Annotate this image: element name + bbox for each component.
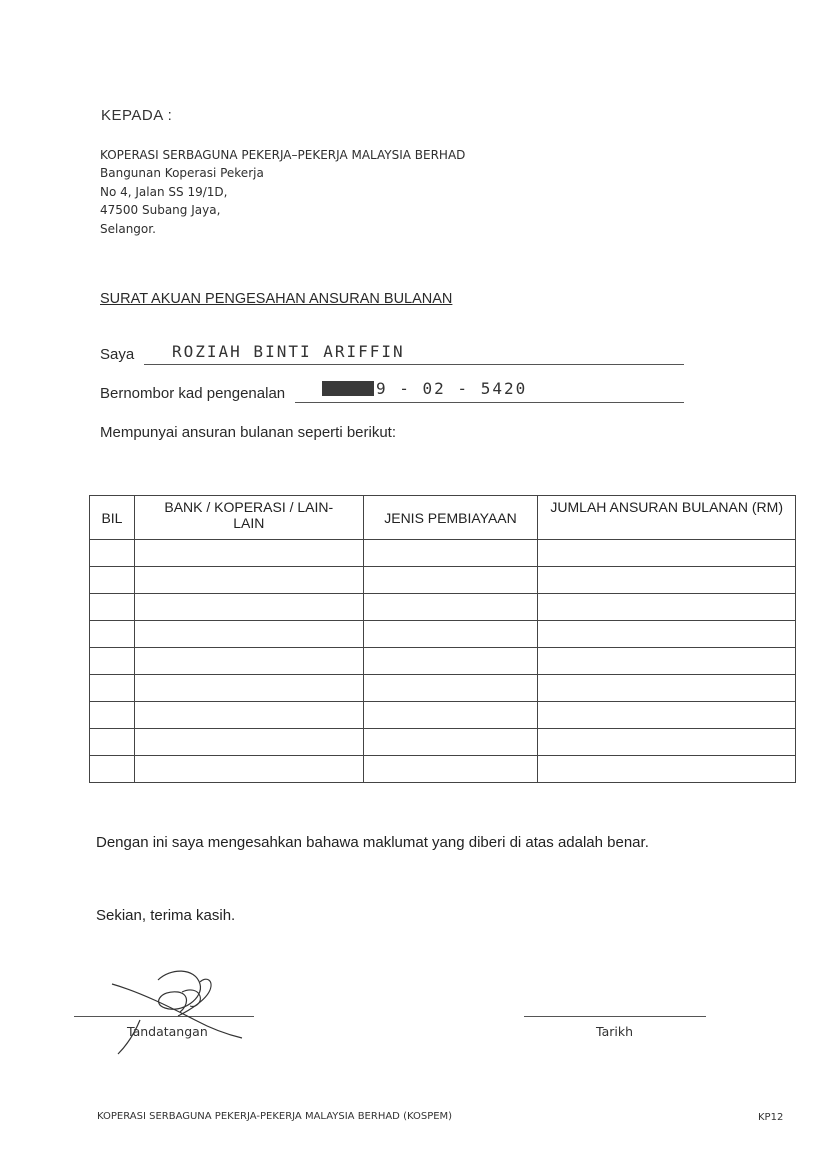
cell-bank[interactable] xyxy=(134,702,363,729)
cell-jumlah[interactable] xyxy=(538,567,796,594)
cell-jumlah[interactable] xyxy=(538,594,796,621)
cell-jenis[interactable] xyxy=(363,648,538,675)
signature-label: Tandatangan xyxy=(127,1024,208,1039)
cell-bil[interactable] xyxy=(90,729,135,756)
cell-bil[interactable] xyxy=(90,648,135,675)
cell-bank[interactable] xyxy=(134,594,363,621)
cell-jumlah[interactable] xyxy=(538,756,796,783)
table-row xyxy=(90,648,796,675)
cell-bil[interactable] xyxy=(90,621,135,648)
ic-underline xyxy=(295,402,684,403)
date-line xyxy=(524,1016,706,1017)
cell-bank[interactable] xyxy=(134,729,363,756)
date-label: Tarikh xyxy=(596,1024,633,1039)
cell-bank[interactable] xyxy=(134,567,363,594)
document-title: SURAT AKUAN PENGESAHAN ANSURAN BULANAN xyxy=(100,291,453,307)
cell-jenis[interactable] xyxy=(363,540,538,567)
recipient-address xyxy=(100,146,465,238)
cell-bank[interactable] xyxy=(134,648,363,675)
address-line: Bangunan Koperasi Pekerja xyxy=(100,166,264,181)
cell-jenis[interactable] xyxy=(363,567,538,594)
table-row xyxy=(90,675,796,702)
ic-label: Bernombor kad pengenalan xyxy=(100,385,286,402)
cell-jenis[interactable] xyxy=(363,621,538,648)
cell-bil[interactable] xyxy=(90,702,135,729)
cell-bank[interactable] xyxy=(134,540,363,567)
table-row xyxy=(90,567,796,594)
cell-jumlah[interactable] xyxy=(538,702,796,729)
table-row xyxy=(90,540,796,567)
table-row xyxy=(90,729,796,756)
address-line: No 4, Jalan SS 19/1D, xyxy=(100,184,228,199)
table-header-row xyxy=(90,496,796,540)
kepada-label: KEPADA : xyxy=(101,107,173,124)
table-row xyxy=(90,621,796,648)
closing-text: Sekian, terima kasih. xyxy=(96,907,236,924)
address-line: KOPERASI SERBAGUNA PEKERJA–PEKERJA MALAYSIA BERHAD xyxy=(100,148,466,162)
table-row xyxy=(90,594,796,621)
ic-number-field[interactable]: 9 - 02 - 5420 xyxy=(376,379,528,398)
header-jumlah: JUMLAH ANSURAN BULANAN (RM) xyxy=(538,496,796,540)
cell-bil[interactable] xyxy=(90,540,135,567)
cell-jenis[interactable] xyxy=(363,756,538,783)
cell-bank[interactable] xyxy=(134,675,363,702)
address-line: 47500 Subang Jaya, xyxy=(100,203,221,218)
cell-jumlah[interactable] xyxy=(538,729,796,756)
intro-text: Mempunyai ansuran bulanan seperti berikut: xyxy=(100,424,397,441)
cell-jenis[interactable] xyxy=(363,729,538,756)
saya-name-field[interactable]: ROZIAH BINTI ARIFFIN xyxy=(172,342,405,361)
saya-underline xyxy=(144,364,684,365)
cell-jenis[interactable] xyxy=(363,594,538,621)
saya-label: Saya xyxy=(100,346,135,363)
redaction-block xyxy=(322,381,374,396)
confirmation-statement: Dengan ini saya mengesahkan bahawa maklumat yang diberi di atas adalah benar. xyxy=(96,834,649,851)
footer-text: KOPERASI SERBAGUNA PEKERJA-PEKERJA MALAYSIA BERHAD (KOSPEM) xyxy=(97,1111,453,1122)
cell-bil[interactable] xyxy=(90,675,135,702)
cell-jumlah[interactable] xyxy=(538,621,796,648)
handwritten-signature xyxy=(100,962,260,1062)
cell-jumlah[interactable] xyxy=(538,540,796,567)
header-jenis: JENIS PEMBIAYAAN xyxy=(363,496,538,540)
installment-table xyxy=(89,495,796,783)
cell-jumlah[interactable] xyxy=(538,648,796,675)
header-bank: BANK / KOPERASI / LAIN-LAIN xyxy=(134,496,363,540)
cell-bank[interactable] xyxy=(134,621,363,648)
cell-bil[interactable] xyxy=(90,567,135,594)
table-row xyxy=(90,702,796,729)
cell-bil[interactable] xyxy=(90,594,135,621)
cell-bil[interactable] xyxy=(90,756,135,783)
table-row xyxy=(90,756,796,783)
cell-jenis[interactable] xyxy=(363,675,538,702)
form-code: KP12 xyxy=(758,1112,784,1123)
cell-jumlah[interactable] xyxy=(538,675,796,702)
cell-bank[interactable] xyxy=(134,756,363,783)
header-bil: BIL xyxy=(90,496,135,540)
address-line: Selangor. xyxy=(100,221,156,236)
cell-jenis[interactable] xyxy=(363,702,538,729)
